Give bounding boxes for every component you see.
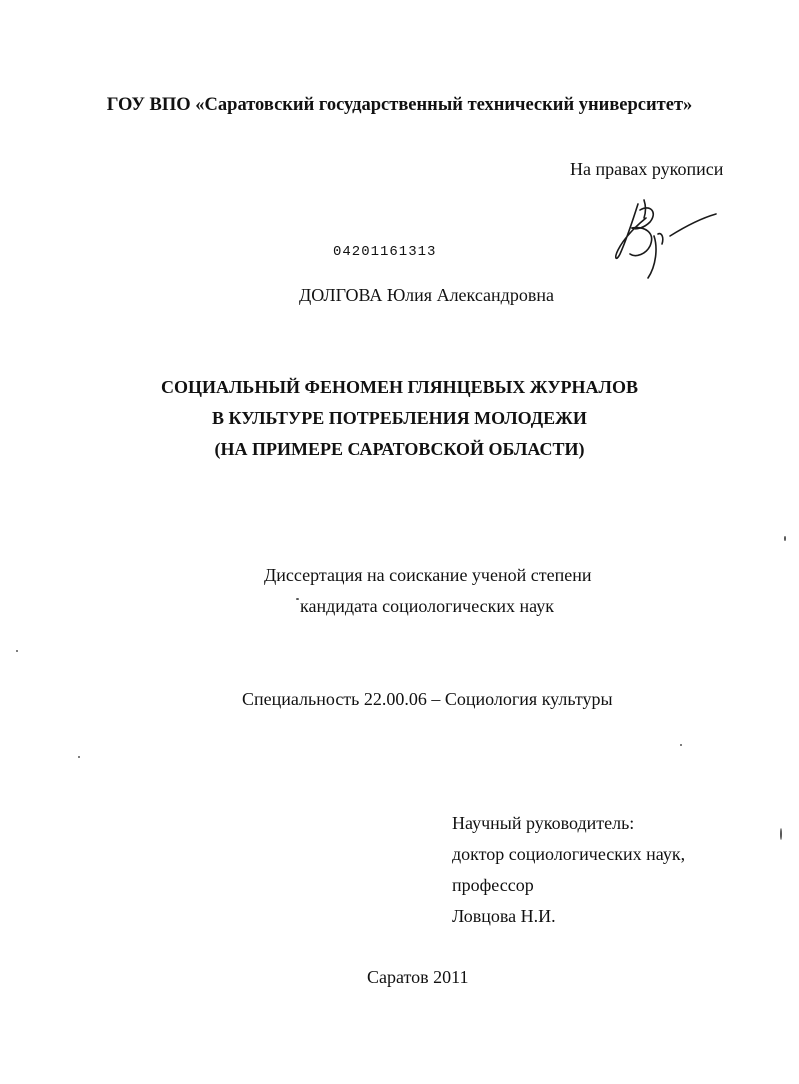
specialty: Специальность 22.00.06 – Социология культуры <box>242 689 613 709</box>
dissertation-degree-line-1: Диссертация на соискание ученой степени <box>264 565 592 585</box>
library-code: 04201161313 <box>333 244 437 260</box>
supervisor-degree: доктор социологических наук, <box>452 844 686 864</box>
title-line: СОЦИАЛЬНЫЙ ФЕНОМЕН ГЛЯНЦЕВЫХ ЖУРНАЛОВ <box>161 377 638 397</box>
author-name: ДОЛГОВА Юлия Александровна <box>299 285 554 305</box>
scan-speck <box>680 744 682 746</box>
handwritten-signature <box>610 196 720 284</box>
title-line: (НА ПРИМЕРЕ САРАТОВСКОЙ ОБЛАСТИ) <box>214 439 585 459</box>
supervisor-name: Ловцова Н.И. <box>452 906 556 926</box>
scan-speck <box>16 650 18 652</box>
organization-header: ГОУ ВПО «Саратовский государственный технический университет» <box>106 95 693 115</box>
dissertation-degree-line-2: кандидата социологических наук <box>300 596 554 616</box>
city-year: Саратов 2011 <box>367 967 469 987</box>
scan-speck <box>780 828 782 840</box>
supervisor-label: Научный руководитель: <box>452 813 635 833</box>
scan-speck <box>78 756 80 758</box>
scan-speck <box>296 598 299 600</box>
scan-speck <box>784 536 786 541</box>
supervisor-title: профессор <box>452 875 534 895</box>
manuscript-rights-note: На правах рукописи <box>570 159 724 179</box>
title-line: В КУЛЬТУРЕ ПОТРЕБЛЕНИЯ МОЛОДЕЖИ <box>212 408 587 428</box>
